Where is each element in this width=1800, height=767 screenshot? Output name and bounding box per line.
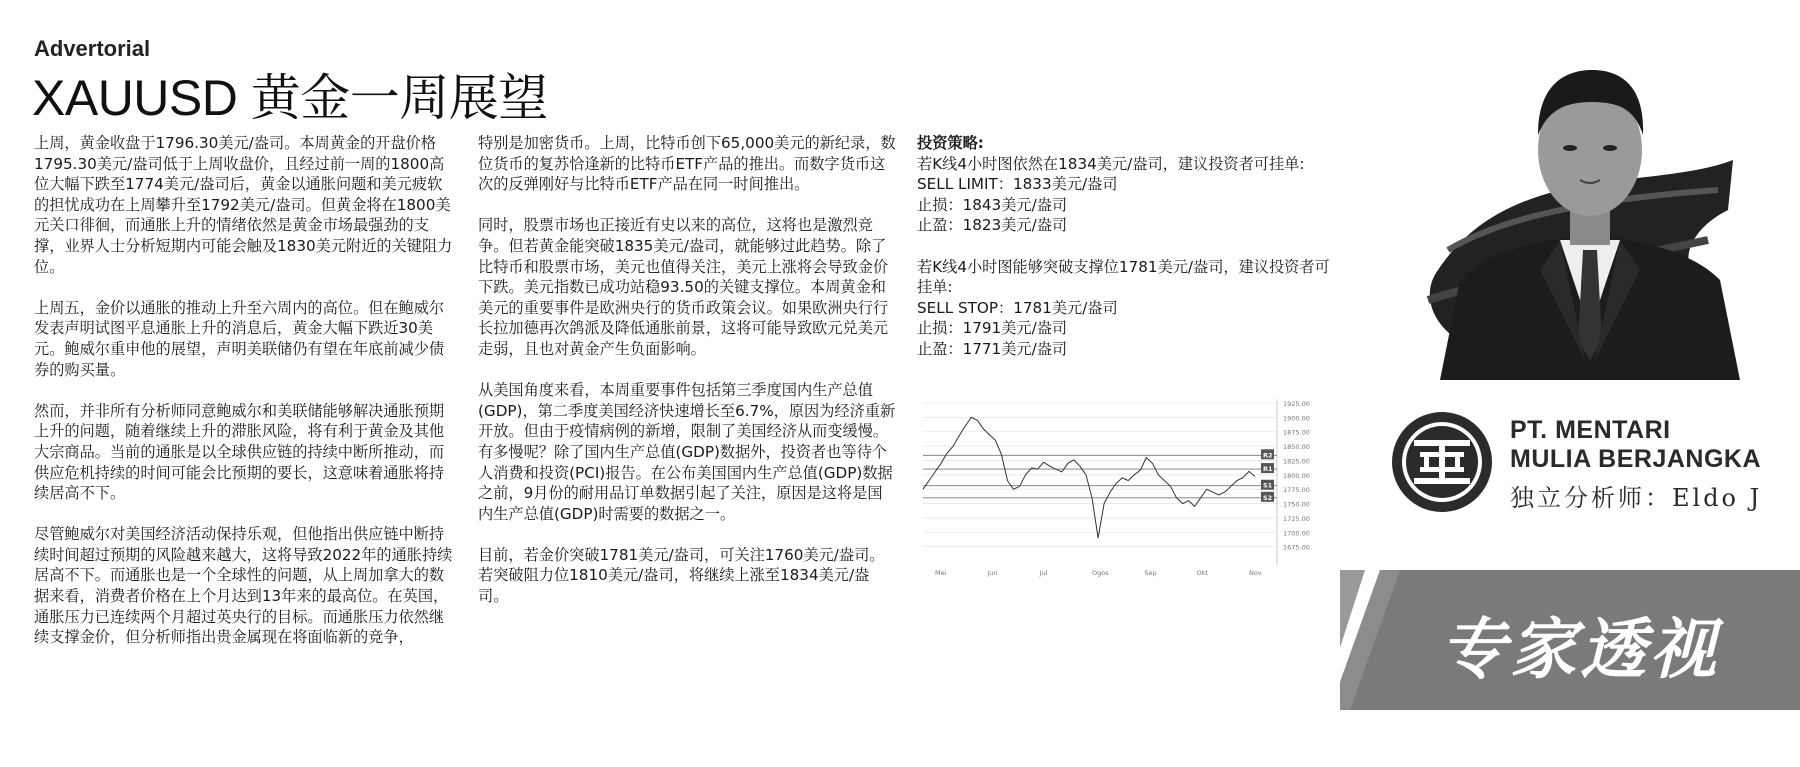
level-label-s2: S2 — [1263, 493, 1273, 502]
paragraph: 从美国角度来看，本周重要事件包括第三季度国内生产总值(GDP)，第二季度美国经济快速增长至6.7%，原因为经济重新开放。但由于疫情病例的新增，限制了美国经济从而变缓慢。有多慢呢？除了国内生产总值(GDP)数据外，投资者也等待个人消费和投资(PCI)报告。在公布美国国内生产总值(GDP)数据之前，9月份的耐用品订单数据引起了关注，原因是这将是国内生产总值(GDP)时需要的数据之一。 — [478, 381, 896, 523]
company-name-line-2: MULIA BERJANGKA — [1510, 445, 1762, 473]
take-profit-line: 止盈：1771美元/盎司 — [917, 339, 1068, 358]
paragraph: 目前，若金价突破1781美元/盎司，可关注1760美元/盎司。若突破阻力位1810美元/盎司，将继续上涨至1834美元/盎司。 — [478, 545, 885, 606]
y-tick-label: 1725.00 — [1283, 514, 1310, 523]
paragraph: 然而，并非所有分析师同意鲍威尔和美联储能够解决通胀预期上升的问题，随着继续上升的滞胀风险，将有利于黄金及其他大宗商品。当前的通胀是以全球供应链的持续中断所推动，而供应危机持续的时间可能会比预期的要长，这意味着通胀将持续居高不下。 — [34, 401, 445, 503]
expert-banner-title: 专家透视 — [1440, 611, 1720, 688]
y-tick-label: 1750.00 — [1283, 500, 1310, 509]
y-tick-label: 1875.00 — [1283, 428, 1310, 437]
y-tick-label: 1800.00 — [1283, 471, 1310, 480]
y-tick-label: 1925.00 — [1283, 400, 1310, 408]
order-line: SELL LIMIT：1833美元/盎司 — [917, 175, 1118, 194]
paragraph: 同时，股票市场也正接近有史以来的高位，这将也是激烈竞争。但若黄金能突破1835美元/盎司，就能够过此趋势。除了比特币和股票市场，美元也值得关注，美元上涨将会导致金价下跌。美元指数已成功站稳93.50的关键支撑位。本周黄金和美元的重要事件是欧洲央行的货币政策会议。如果欧洲央行行长拉加德再次鸽派及降低通胀前景，这将可能导致欧元兑美元走弱，且也对黄金产生负面影响。 — [478, 216, 889, 358]
paragraph: 上周，黄金收盘于1796.30美元/盎司。本周黄金的开盘价格1795.30美元/盎司低于上周收盘价，且经过前一周的1800高位大幅下跌至1774美元/盎司后，黄金以通胀问题和美元疲软的担忧成功在上周攀升至1792美元/盎司。但黄金将在1800美元关口徘徊，而通胀上升的情绪依然是黄金市场最强劲的支撑，业界人士分析短期内可能会触及1830美元附近的关键阻力位。 — [34, 134, 453, 276]
take-profit-line: 止盈：1823美元/盎司 — [917, 216, 1068, 235]
strategy-block-2 — [917, 257, 1337, 360]
y-tick-label: 1825.00 — [1283, 457, 1310, 466]
x-tick-label: Nov — [1249, 569, 1262, 577]
strategy-title: 投资策略: — [917, 134, 984, 152]
company-name — [1510, 416, 1761, 474]
strategy-column — [917, 133, 1337, 360]
stop-loss-line: 止损：1843美元/盎司 — [917, 195, 1068, 214]
analyst-portrait — [1420, 40, 1760, 380]
y-tick-label: 1775.00 — [1283, 486, 1310, 495]
gold-price-chart — [917, 391, 1329, 587]
x-tick-label: Okt — [1196, 569, 1209, 577]
x-tick-label: Ogos — [1092, 569, 1109, 577]
stop-loss-line: 止损：1791美元/盎司 — [917, 319, 1068, 338]
paragraph: 尽管鲍威尔对美国经济活动保持乐观，但他指出供应链中断持续时间超过预期的风险越来越大，这将导致2022年的通胀持续居高不下。而通胀也是一个全球性的问题，从上周加拿大的数据来看，消费者价格在上个月达到13年来的最高位。在英国，通胀压力已连续两个月超过英央行的目标。而通胀压力依然继续支撑金价，但分析师指出贵金属现在将面临新的竞争， — [34, 525, 453, 647]
y-tick-label: 1675.00 — [1283, 543, 1310, 552]
y-tick-label: 1900.00 — [1283, 414, 1310, 423]
y-tick-label: 1850.00 — [1283, 443, 1310, 452]
y-tick-label: 1700.00 — [1283, 529, 1310, 538]
company-logo-icon — [1390, 410, 1494, 518]
x-tick-label: Jul — [1039, 569, 1048, 577]
company-name-line-1: PT. MENTARI — [1510, 416, 1671, 444]
level-label-s1: S1 — [1263, 481, 1273, 490]
paragraph: 特别是加密货币。上周，比特币创下65,000美元的新纪录，数位货币的复苏恰逢新的比特币ETF产品的推出。而数字货币这次的反弹刚好与比特币ETF产品在同一时间推出。 — [478, 134, 896, 194]
level-label-r1: R1 — [1263, 465, 1273, 474]
article-headline: XAUUSD 黄金一周展望 — [32, 70, 548, 126]
strategy-intro: 若K线4小时图能够突破支撑位1781美元/盎司，建议投资者可挂单: — [917, 257, 1330, 297]
analyst-name: 独立分析师：Eldo J — [1510, 484, 1763, 512]
article-column-1 — [34, 133, 454, 668]
section-kicker: Advertorial — [34, 36, 151, 61]
order-line: SELL STOP：1781美元/盎司 — [917, 298, 1118, 317]
paragraph: 上周五，金价以通胀的推动上升至六周内的高位。但在鲍威尔发表声明试图平息通胀上升的消息后，黄金大幅下跌近30美元。鲍威尔重申他的展望，声明美联储仍有望在年底前减少债券的购买量。 — [34, 298, 445, 379]
article-column-2 — [478, 133, 896, 627]
price-chart-svg — [917, 391, 1329, 587]
strategy-intro: 若K线4小时图依然在1834美元/盎司，建议投资者可挂单: — [917, 154, 1305, 173]
level-label-r2: R2 — [1263, 451, 1273, 460]
x-tick-label: Sep — [1144, 569, 1157, 577]
x-tick-label: Jun — [987, 569, 998, 577]
x-tick-label: Mei — [935, 569, 947, 577]
